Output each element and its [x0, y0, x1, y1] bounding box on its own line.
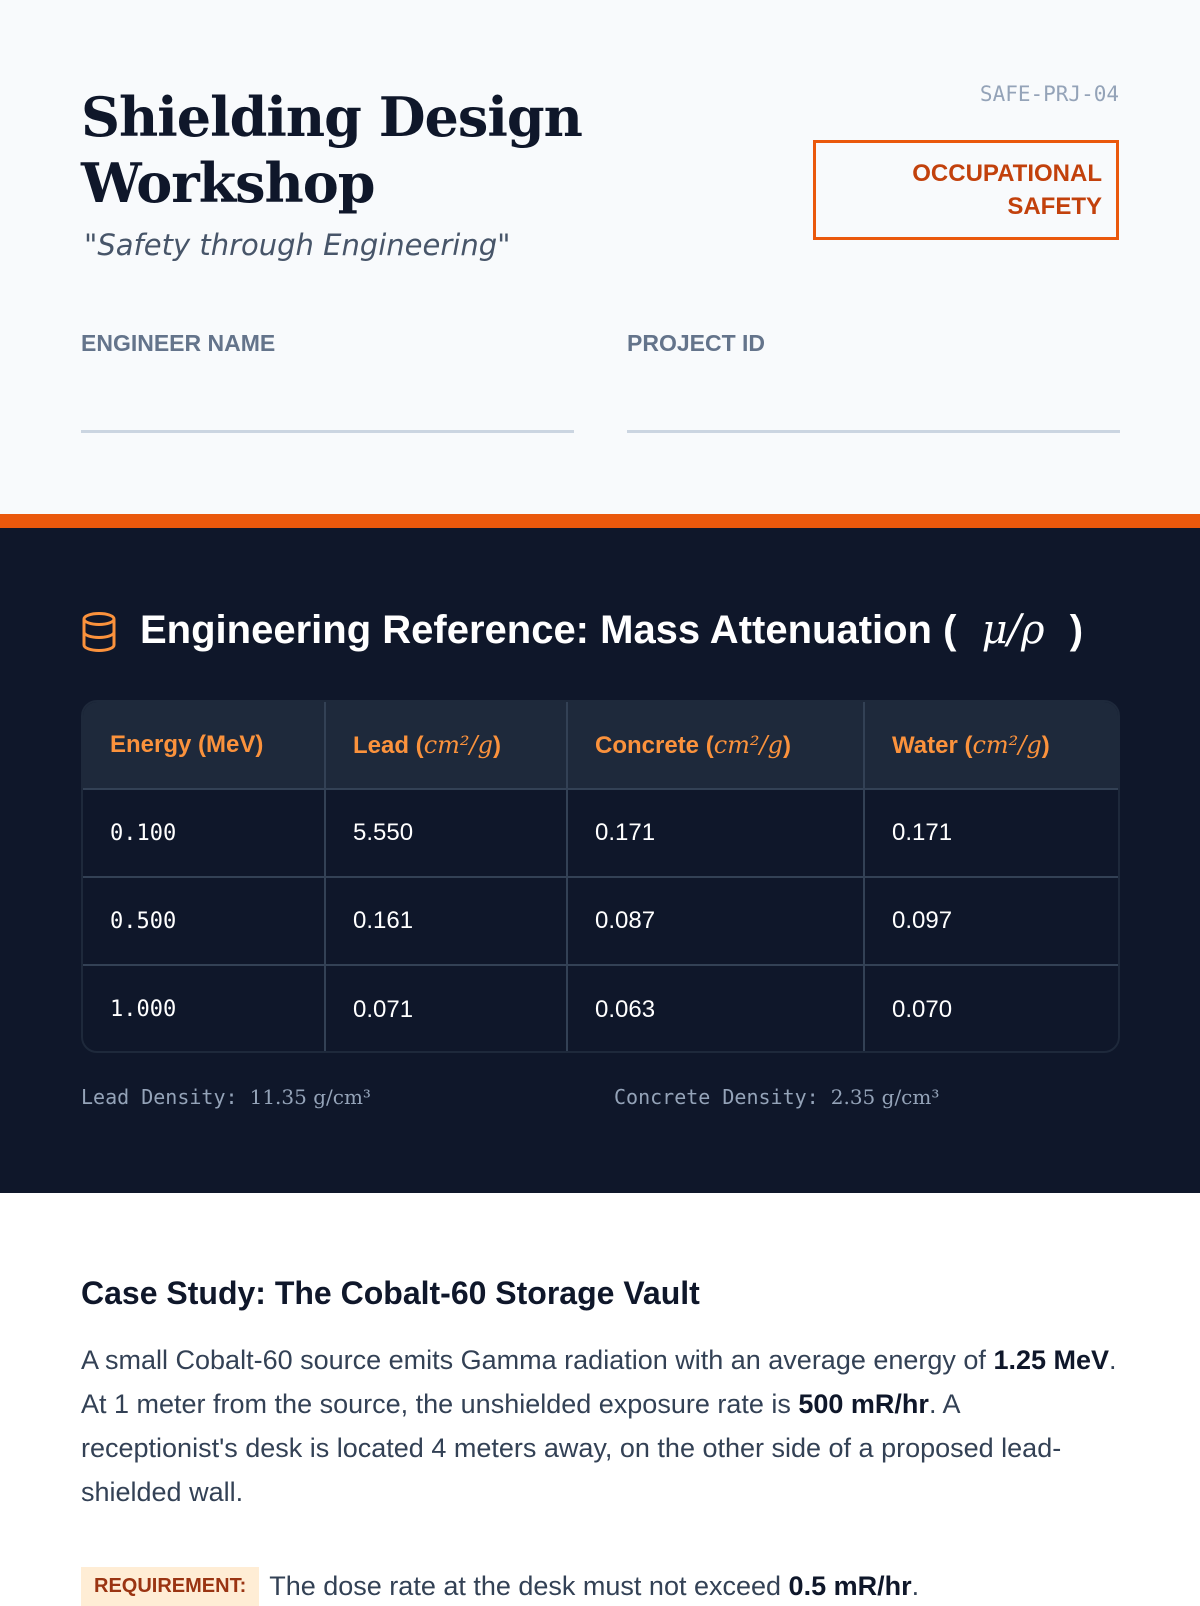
database-icon [81, 612, 117, 652]
document-code: SAFE-PRJ-04 [979, 82, 1119, 106]
column-header-energy: Energy (MeV) [83, 702, 325, 789]
table-header-row [83, 702, 1118, 789]
reference-title-text: Engineering Reference: Mass Attenuation ( [140, 608, 957, 652]
title-line-2: Workshop [81, 151, 375, 215]
engineer-name-line[interactable] [81, 430, 574, 433]
exposure-rate: 500 mR/hr [798, 1389, 929, 1419]
column-header-concrete: Concrete (cm²/g) [567, 702, 864, 789]
lead-cell: 0.071 [325, 965, 567, 1053]
reference-title [140, 607, 1083, 653]
lead-density-note [81, 1085, 371, 1109]
concrete-density-value: 2.35 g/cm³ [830, 1085, 940, 1109]
energy-cell: 1.000 [83, 965, 325, 1053]
concrete-cell: 0.171 [567, 789, 864, 877]
project-id-line[interactable] [627, 430, 1120, 433]
case-study [81, 1275, 1121, 1514]
requirement-tag: REQUIREMENT: [81, 1567, 259, 1606]
lead-density-label: Lead Density: [81, 1085, 238, 1109]
case-study-title: Case Study: The Cobalt-60 Storage Vault [81, 1275, 700, 1311]
column-header-lead: Lead (cm²/g) [325, 702, 567, 789]
concrete-density-label: Concrete Density: [614, 1085, 819, 1109]
concrete-cell: 0.087 [567, 877, 864, 965]
concrete-cell: 0.063 [567, 965, 864, 1053]
column-header-water: Water (cm²/g) [864, 702, 1118, 789]
engineer-name-field[interactable] [81, 330, 574, 357]
engineer-name-label: ENGINEER NAME [81, 330, 276, 356]
lead-cell: 5.550 [325, 789, 567, 877]
title-line-1: Shielding Design [81, 85, 582, 149]
badge-label: OCCUPATIONAL SAFETY [912, 160, 1102, 220]
water-cell: 0.171 [864, 789, 1118, 877]
case-study-text: A small Cobalt-60 source emits Gamma radiation with an average energy of 1.25 MeV. At 1 meter from the source, the unshielded exposure rate is 500 mR/hr. A receptionist's desk is located 4 meters away, on the other side of a proposed lead-shielded wall. [81, 1345, 1117, 1507]
occupational-safety-badge [813, 140, 1119, 240]
water-cell: 0.070 [864, 965, 1118, 1053]
project-id-label: PROJECT ID [627, 330, 766, 356]
dose-limit: 0.5 mR/hr [788, 1571, 912, 1601]
table-row [83, 789, 1118, 877]
requirement-text: The dose rate at the desk must not exceed 0.5 mR/hr. [269, 1571, 920, 1601]
page-title [81, 84, 582, 216]
requirement [81, 1567, 919, 1606]
table-row [83, 965, 1118, 1053]
lead-cell: 0.161 [325, 877, 567, 965]
reference-title-close: ) [1069, 608, 1084, 652]
worksheet-header [0, 0, 1200, 514]
mass-attenuation-symbol: μ/ρ [981, 607, 1045, 653]
motto: "Safety through Engineering" [84, 228, 511, 262]
lead-density-value: 11.35 g/cm³ [249, 1085, 371, 1109]
energy-cell: 0.100 [83, 789, 325, 877]
table-row [83, 877, 1118, 965]
accent-divider [0, 514, 1200, 528]
project-id-field[interactable] [627, 330, 1120, 357]
concrete-density-note [614, 1085, 939, 1109]
water-cell: 0.097 [864, 877, 1118, 965]
source-energy: 1.25 MeV [993, 1345, 1110, 1375]
energy-cell: 0.500 [83, 877, 325, 965]
attenuation-table [81, 700, 1120, 1053]
